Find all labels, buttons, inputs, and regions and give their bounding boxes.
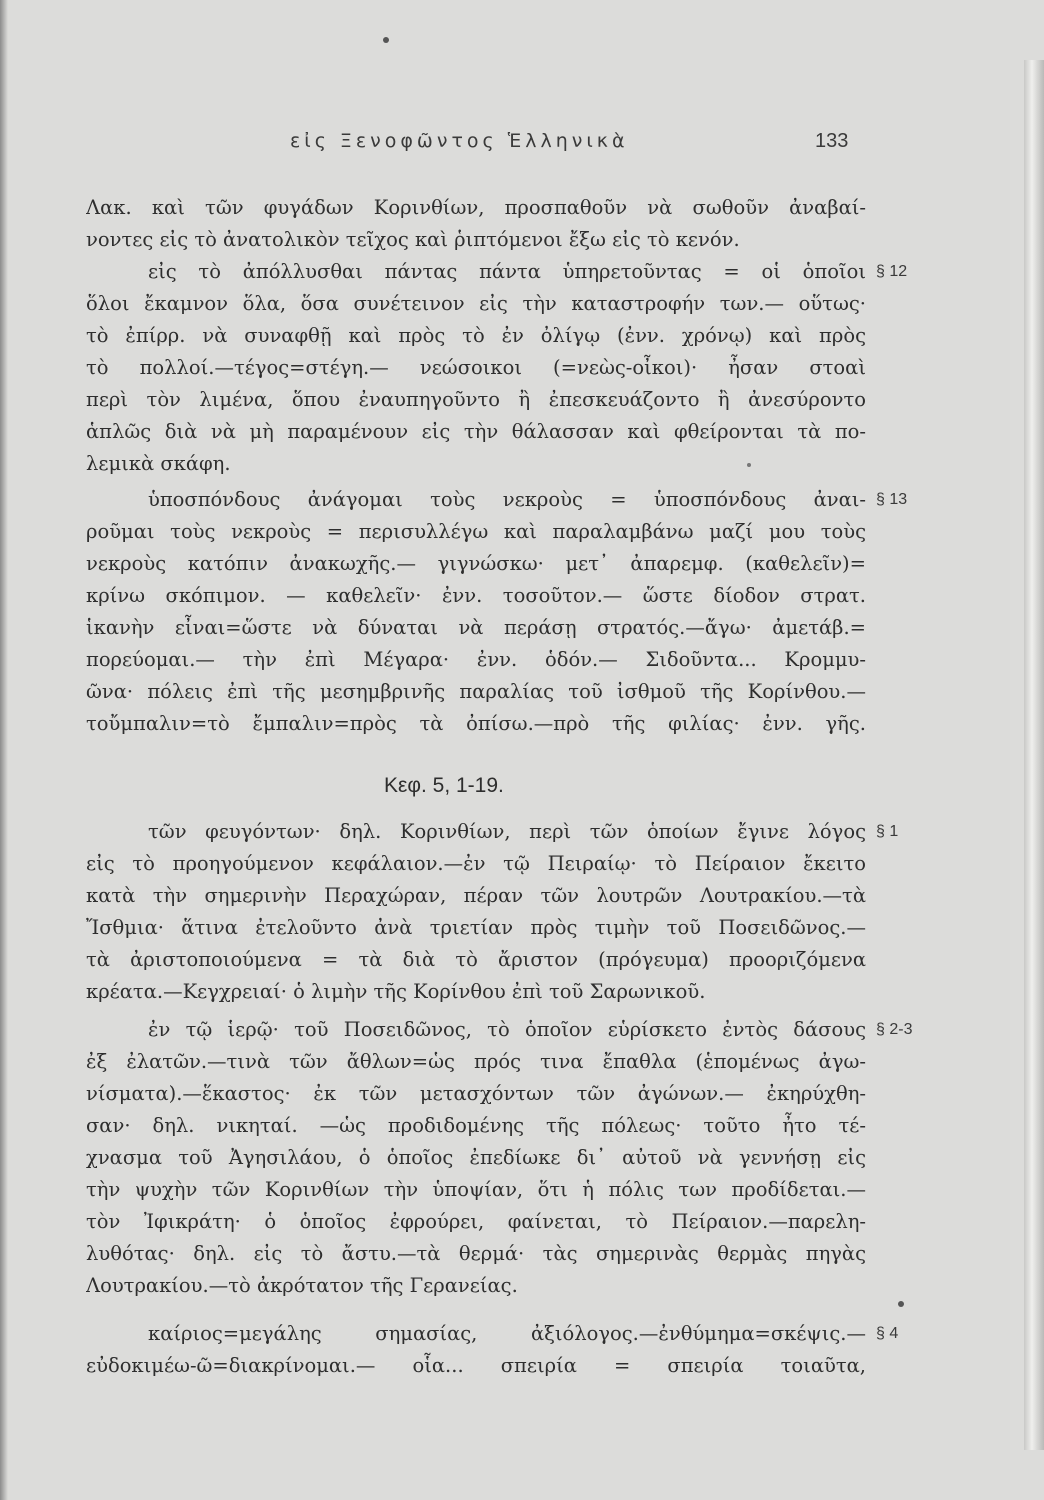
text-line: τὸ ἐπίρρ. νὰ συναφθῇ καὶ πρὸς τὸ ἐν ὀλίγῳ (ἐνν. χρόνῳ) καὶ πρὸς <box>86 324 866 347</box>
text-line: νίσματα).—ἕκαστος· ἐκ τῶν μετασχόντων τῶν ἀγώνων.— ἐκηρύχθη- <box>86 1082 866 1105</box>
text-line: Λακ. καὶ τῶν φυγάδων Κορινθίων, προσπαθοῦν νὰ σωθοῦν ἀναβαί- <box>86 196 866 219</box>
ink-speck <box>383 37 389 43</box>
section-marker: § 4 <box>876 1325 899 1342</box>
text-line: εἰς τὸ προηγούμενον κεφάλαιον.—ἐν τῷ Πειραίῳ· τὸ Πείραιον ἔκειτο <box>86 852 866 875</box>
text-line: εἰς τὸ ἀπόλλυσθαι πάντας πάντα ὑπηρετοῦντας = οἱ ὁποῖοι <box>148 260 866 283</box>
section-marker: § 1 <box>876 823 899 840</box>
text-line: Λουτρακίου.—τὸ ἀκρότατον τῆς Γερανείας. <box>86 1274 518 1297</box>
text-line: τοὔμπαλιν=τὸ ἔμπαλιν=πρὸς τὰ ὀπίσω.—πρὸ τῆς φιλίας· ἐνν. γῆς. <box>86 712 866 735</box>
page-edge <box>1024 60 1044 1450</box>
text-line: ἐξ ἐλατῶν.—τινὰ τῶν ἄθλων=ὡς πρός τινα ἔπαθλα (ἑπομένως ἀγω- <box>86 1050 866 1073</box>
text-line: ἱκανὴν εἶναι=ὥστε νὰ δύναται νὰ περάσῃ στρατός.—ἄγω· ἀμετάβ.= <box>86 616 866 639</box>
text-line: λεμικὰ σκάφη. <box>86 452 231 475</box>
running-header: εἰς Ξενοφῶντος Ἑλληνικὰ <box>290 130 629 152</box>
page-binding-shadow <box>0 0 8 1500</box>
text-line: κατὰ τὴν σημερινὴν Περαχώραν, πέραν τῶν λουτρῶν Λουτρακίου.—τὰ <box>86 884 866 907</box>
ink-speck <box>898 1301 904 1307</box>
text-line: περὶ τὸν λιμένα, ὅπου ἐναυπηγοῦντο ἢ ἐπεσκευάζοντο ἢ ἀνεσύροντο <box>86 388 866 411</box>
text-line: εὐδοκιμέω-ῶ=διακρίνομαι.— οἷα... σπειρία = σπειρία τοιαῦτα, <box>86 1354 866 1377</box>
page-number: 133 <box>815 130 849 152</box>
text-line: τῶν φευγόντων· δηλ. Κορινθίων, περὶ τῶν ὁποίων ἔγινε λόγος <box>148 820 866 843</box>
text-line: Ἴσθμια· ἅτινα ἐτελοῦντο ἀνὰ τριετίαν πρὸς τιμὴν τοῦ Ποσειδῶνος.— <box>86 916 866 939</box>
section-marker: § 13 <box>876 491 908 508</box>
text-line: νεκροὺς κατόπιν ἀνακωχῆς.— γιγνώσκω· μετ᾽ ἀπαρεμφ. (καθελεῖν)= <box>86 552 866 575</box>
text-line: σαν· δηλ. νικηταί. —ὡς προδιδομένης τῆς πόλεως· τοῦτο ἦτο τέ- <box>86 1114 866 1137</box>
section-marker: § 2-3 <box>876 1021 913 1038</box>
text-line: ῶνα· πόλεις ἐπὶ τῆς μεσημβρινῆς παραλίας τοῦ ἰσθμοῦ τῆς Κορίνθου.— <box>86 680 866 703</box>
text-line: ἐν τῷ ἱερῷ· τοῦ Ποσειδῶνος, τὸ ὁποῖον εὑρίσκετο ἐντὸς δάσους <box>148 1018 866 1041</box>
text-line: χνασμα τοῦ Ἀγησιλάου, ὁ ὁποῖος ἐπεδίωκε δι᾽ αὐτοῦ νὰ γεννήσῃ εἰς <box>86 1146 866 1169</box>
text-line: κρέατα.—Κεγχρειαί· ὁ λιμὴν τῆς Κορίνθου ἐπὶ τοῦ Σαρωνικοῦ. <box>86 980 706 1003</box>
text-line: καίριος=μεγάλης σημασίας, ἀξιόλογος.—ἐνθύμημα=σκέψις.— <box>148 1322 866 1345</box>
text-line: κρίνω σκόπιμον. — καθελεῖν· ἐνν. τοσοῦτον.— ὥστε δίοδον στρατ. <box>86 584 866 607</box>
text-line: λυθότας· δηλ. εἰς τὸ ἄστυ.—τὰ θερμά· τὰς σημερινὰς θερμὰς πηγὰς <box>86 1242 866 1265</box>
text-line: τὰ ἀριστοποιούμενα = τὰ διὰ τὸ ἄριστον (πρόγευμα) προοριζόμενα <box>86 948 866 971</box>
chapter-heading: Κεφ. 5, 1-19. <box>384 774 504 797</box>
text-line: ὑποσπόνδους ἀνάγομαι τοὺς νεκροὺς = ὑποσπόνδους ἀναι- <box>148 488 866 511</box>
text-line: ἁπλῶς διὰ νὰ μὴ παραμένουν εἰς τὴν θάλασσαν καὶ φθείρονται τὰ πο- <box>86 420 866 443</box>
text-line: ὅλοι ἔκαμνον ὅλα, ὅσα συνέτεινον εἰς τὴν καταστροφήν των.— οὕτως· <box>86 292 866 315</box>
text-line: νοντες εἰς τὸ ἀνατολικὸν τεῖχος καὶ ῥιπτόμενοι ἔξω εἰς τὸ κενόν. <box>86 228 740 251</box>
section-marker: § 12 <box>876 263 908 280</box>
text-line: τὴν ψυχὴν τῶν Κορινθίων τὴν ὑποψίαν, ὅτι ἡ πόλις των προδίδεται.— <box>86 1178 866 1201</box>
text-line: τὸν Ἰφικράτη· ὁ ὁποῖος ἐφρούρει, φαίνεται, τὸ Πείραιον.—παρελη- <box>86 1210 866 1233</box>
text-line: πορεύομαι.— τὴν ἐπὶ Μέγαρα· ἐνν. ὁδόν.— Σιδοῦντα... Κρομμυ- <box>86 648 866 671</box>
text-line: τὸ πολλοί.—τέγος=στέγη.— νεώσοικοι (=νεὼς-οἶκοι)· ἦσαν στοαὶ <box>86 356 866 379</box>
text-line: ροῦμαι τοὺς νεκροὺς = περισυλλέγω καὶ παραλαμβάνω μαζί μου τοὺς <box>86 520 866 543</box>
